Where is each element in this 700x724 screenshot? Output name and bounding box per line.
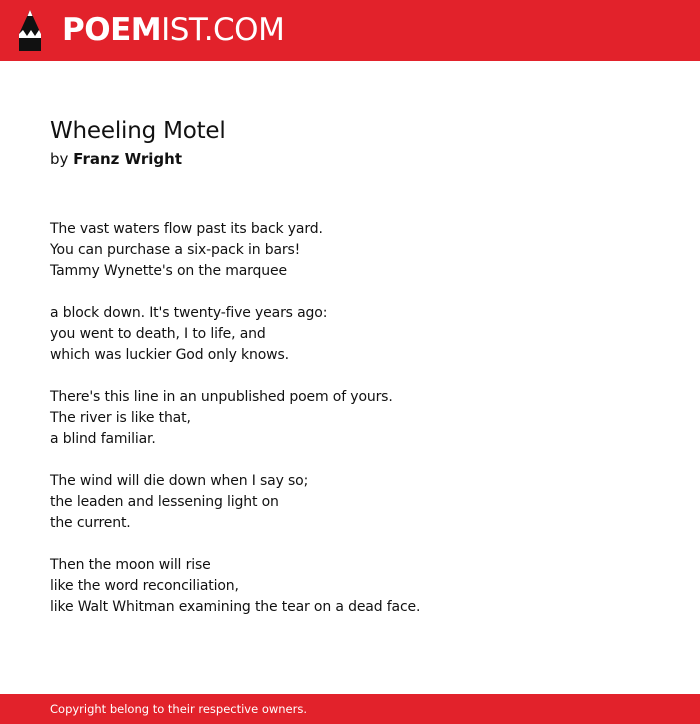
poem-line: a block down. It's twenty-five years ago: — [50, 305, 328, 321]
poem-line: the leaden and lessening light on — [50, 494, 279, 510]
poem-line: the current. — [50, 515, 131, 531]
poem-stanza — [50, 303, 420, 366]
poem-stanza — [50, 387, 420, 450]
poem-body — [50, 219, 420, 639]
poem-line: Tammy Wynette's on the marquee — [50, 263, 287, 279]
poem-line: a blind familiar. — [50, 431, 156, 447]
site-footer — [0, 694, 700, 724]
poem-line: The wind will die down when I say so; — [50, 473, 309, 489]
logo-light-text: IST.COM — [161, 12, 285, 48]
poem-stanza — [50, 555, 420, 618]
poem-line: like Walt Whitman examining the tear on a dead face. — [50, 599, 421, 615]
byline-prefix: by — [50, 150, 74, 168]
poem-byline — [50, 149, 182, 169]
site-header — [0, 0, 700, 61]
poem-line: There's this line in an unpublished poem of yours. — [50, 389, 393, 405]
poem-line: The vast waters flow past its back yard. — [50, 221, 323, 237]
poem-line: you went to death, I to life, and — [50, 326, 266, 342]
poem-line: The river is like that, — [50, 410, 191, 426]
logo-bold-text: POEM — [62, 12, 162, 48]
copyright-text: Copyright belong to their respective owners. — [50, 702, 308, 716]
pen-nib-icon[interactable] — [18, 10, 42, 51]
poem-line: like the word reconciliation, — [50, 578, 239, 594]
poem-stanza — [50, 471, 420, 534]
poem-line: You can purchase a six-pack in bars! — [50, 242, 301, 258]
poem-title: Wheeling Motel — [50, 118, 226, 144]
poem-author: Franz Wright — [73, 150, 183, 168]
poem-line: Then the moon will rise — [50, 557, 211, 573]
site-logo[interactable] — [62, 12, 284, 48]
poem-line: which was luckier God only knows. — [50, 347, 289, 363]
poem-stanza — [50, 219, 420, 282]
